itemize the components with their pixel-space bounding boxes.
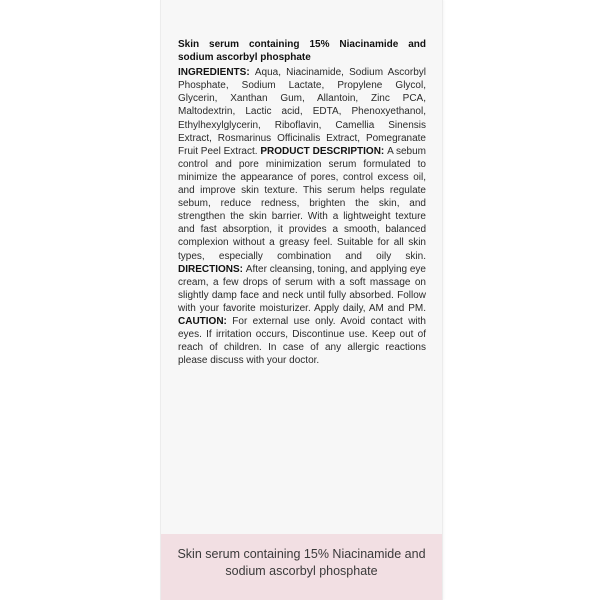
label-title: Skin serum containing 15% Niacinamide and sodium ascorbyl phosphate: [178, 39, 426, 64]
product-box: [160, 0, 443, 600]
pink-band: [161, 534, 442, 600]
caution-text: For external use only. Avoid contact with eyes. If irritation occurs, Discontinue use. Keep out of reach of children. In case of any allergic reactions please discuss with your doctor.: [178, 315, 426, 367]
description-heading: PRODUCT DESCRIPTION:: [260, 145, 388, 157]
directions-heading: DIRECTIONS:: [178, 263, 246, 275]
directions-text: After cleansing, toning, and applying eye cream, a few drops of serum with a soft massage on slightly damp face and neck until fully absorbed. Follow with your favorite moisturizer. Apply daily, AM and PM.: [178, 263, 426, 314]
label-text-block: [178, 38, 426, 367]
caution-heading: CAUTION:: [178, 315, 233, 327]
description-text: A sebum control and pore minimization serum formulated to minimize the appearance of pores, control excess oil, and improve skin texture. This serum helps regulate sebum, reduce redness, brighten the skin, and strengthen the skin barrier. With a lightweight texture and fast absorption, it provides a smooth, balanced complexion without a greasy feel. Suitable for all skin types, especially combination and oily skin.: [178, 145, 427, 262]
band-product-name: Skin serum containing 15% Niacinamide and sodium ascorbyl phosphate: [177, 547, 426, 578]
ingredients-text: Aqua, Niacinamide, Sodium Ascorbyl Phosphate, Sodium Lactate, Propylene Glycol, Glycerin, Xanthan Gum, Allantoin, Zinc PCA, Maltodextrin, Lactic acid, EDTA, Phenoxyethanol, Ethylhexylglycerin, Riboflavin, Camellia Sinensis Extract, Rosmarinus Officinalis Extract, Pomegranate Fruit Peel Extract.: [178, 67, 426, 157]
ingredients-heading: INGREDIENTS:: [178, 67, 255, 79]
